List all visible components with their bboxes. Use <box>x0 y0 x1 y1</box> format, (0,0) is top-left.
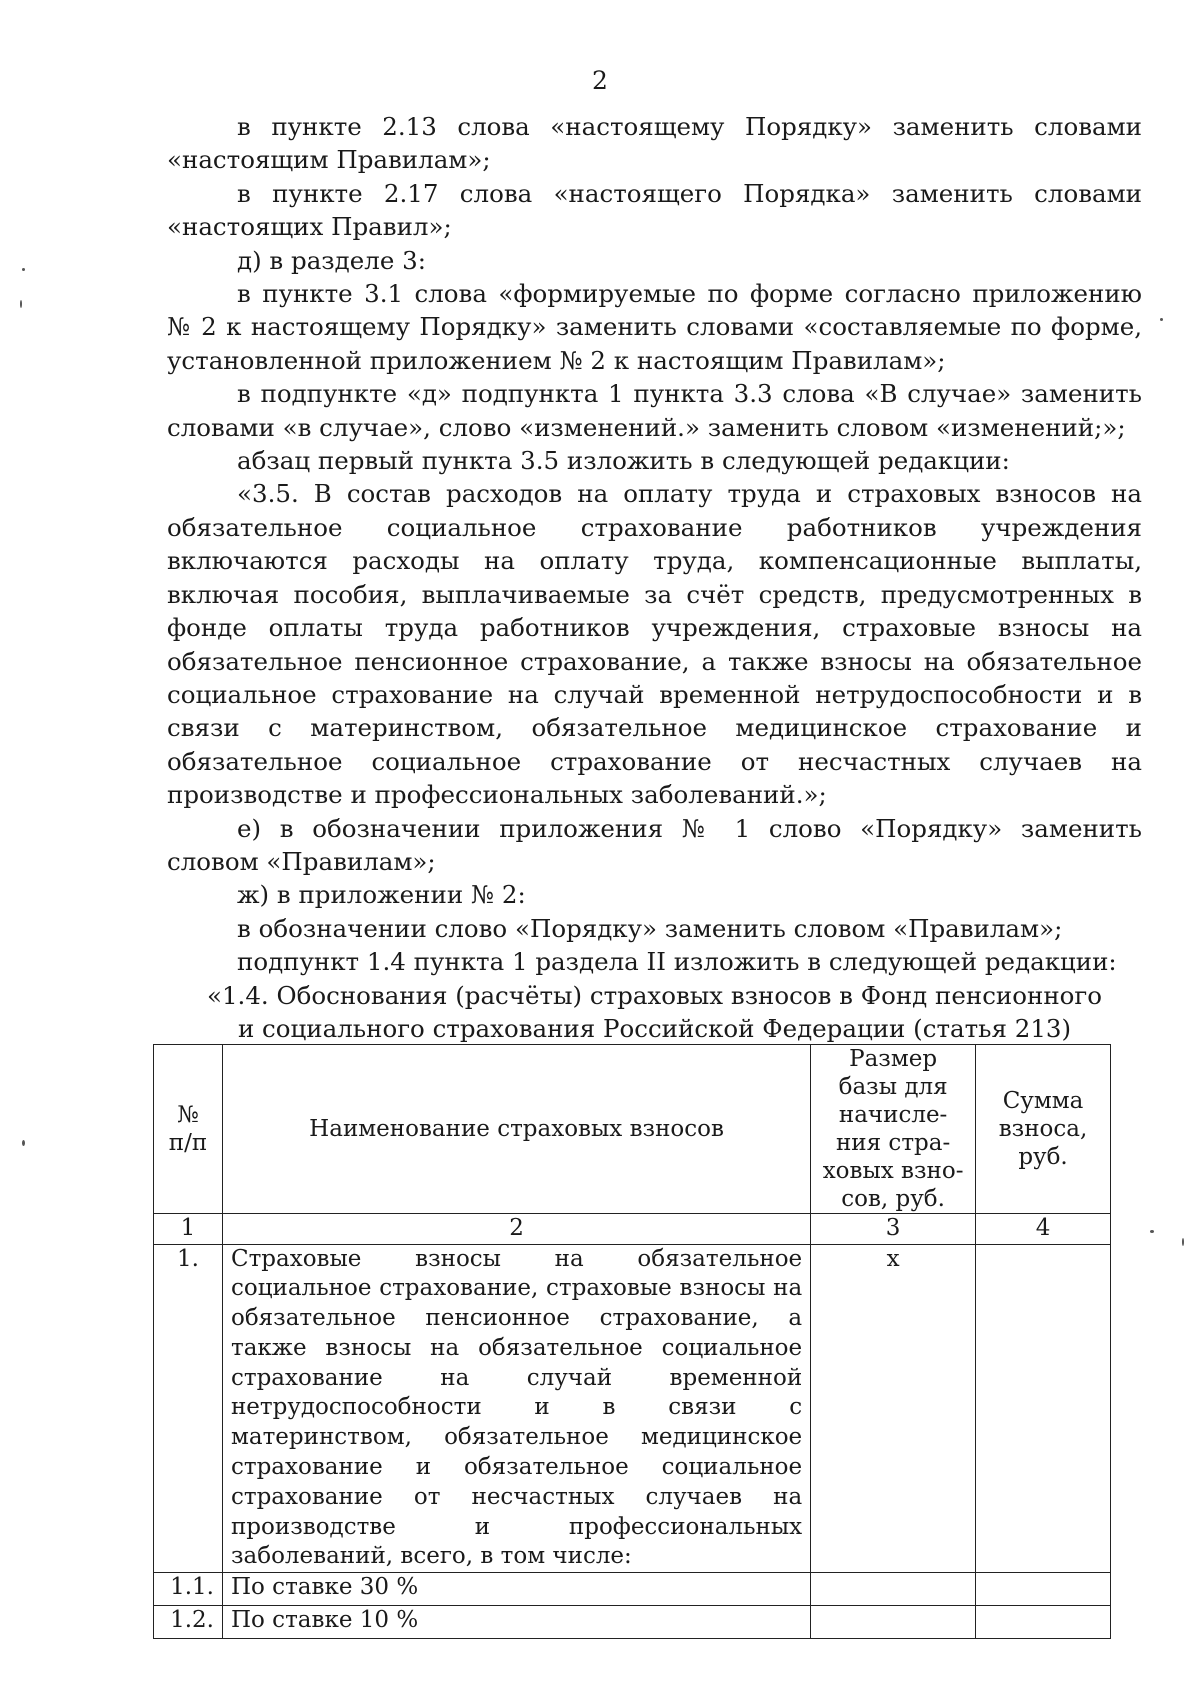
header-number: № п/п <box>154 1045 223 1214</box>
row-number: 1.2. <box>154 1606 223 1639</box>
table-row <box>154 1606 1111 1639</box>
paragraph-appendix-2: ж) в приложении № 2: <box>237 880 526 910</box>
table-row <box>154 1244 1111 1573</box>
header-name: Наименование страховых взносов <box>222 1045 810 1214</box>
header-base: Размер базы для начисле-ния стра-ховых взно-сов, руб. <box>811 1045 976 1214</box>
insurance-contributions-table <box>153 1044 1111 1639</box>
paragraph-appendix-1: е) в обозначении приложения № 1 слово «Порядку» заменить словом «Правилам»; <box>167 813 1142 876</box>
paragraph-2-13: в пункте 2.13 слова «настоящему Порядку» заменить словами «настоящим Правилам»; <box>167 112 1142 175</box>
paragraph-3-5-text: «3.5. В состав расходов на оплату труда и страховых взносов на обязательное социальное страхование работников учреждения включаются расходы на оплату труда, компенсационные выплаты, включая пособия, выплачиваемые за счёт средств, предусмотренных в фонде оплаты труда работников учреждения, страховые взносы на обязательное пенсионное страхование, а также взносы на обязательное социальное страхование на случай временной нетрудоспособности и в связи с материнством, обязательное медицинское страхование и обязательное социальное страхование от несчастных случаев на производстве и профессиональных заболеваний.»; <box>167 479 1142 810</box>
section-title-line2: и социального страхования Российской Федерации (статья 213) <box>237 1013 1072 1043</box>
column-number: 1 <box>154 1214 223 1245</box>
scan-speck <box>1160 318 1163 321</box>
row-name: По ставке 10 % <box>222 1606 810 1639</box>
row-sum <box>976 1606 1111 1639</box>
paragraph-section-3: д) в разделе 3: <box>237 245 426 275</box>
row-sum <box>976 1573 1111 1606</box>
scan-speck <box>22 1140 25 1146</box>
scan-speck <box>20 300 22 308</box>
column-number: 3 <box>811 1214 976 1245</box>
table-row <box>154 1573 1111 1606</box>
column-number: 4 <box>976 1214 1111 1245</box>
paragraph-designation: в обозначении слово «Порядку» заменить словом «Правилам»; <box>237 913 1063 943</box>
paragraph-3-5-intro: абзац первый пункта 3.5 изложить в следующей редакции: <box>237 446 1010 476</box>
paragraph-3-3: в подпункте «д» подпункта 1 пункта 3.3 слова «В случае» заменить словами «в случае», слово «изменений.» заменить словом «изменений;»; <box>167 379 1142 442</box>
row-base: x <box>811 1244 976 1573</box>
row-number: 1.1. <box>154 1573 223 1606</box>
table-header-row <box>154 1045 1111 1214</box>
page-number: 2 <box>592 66 608 95</box>
scan-speck <box>1182 1238 1184 1246</box>
row-base <box>811 1573 976 1606</box>
document-body <box>167 110 1142 1045</box>
row-name: Страховые взносы на обязательное социальное страхование, страховые взносы на обязательное пенсионное страхование, а также взносы на обязательное социальное страхование на случай временной нетрудоспособности и в связи с материнством, обязательное медицинское страхование и обязательное социальное страхование от несчастных случаев на производстве и профессиональных заболеваний, всего, в том числе: <box>222 1244 810 1573</box>
paragraph-3-1: в пункте 3.1 слова «формируемые по форме согласно приложению № 2 к настоящему Порядку» заменить словами «составляемые по форме, установленной приложением № 2 к настоящим Правилам»; <box>167 279 1142 375</box>
row-number: 1. <box>154 1244 223 1573</box>
row-sum <box>976 1244 1111 1573</box>
paragraph-2-17: в пункте 2.17 слова «настоящего Порядка» заменить словами «настоящих Правил»; <box>167 178 1142 242</box>
column-number: 2 <box>222 1214 810 1245</box>
row-name: По ставке 30 % <box>222 1573 810 1606</box>
scan-speck <box>22 268 25 271</box>
row-base <box>811 1606 976 1639</box>
section-title-line1: «1.4. Обоснования (расчёты) страховых взносов в Фонд пенсионного <box>206 980 1103 1010</box>
column-number-row <box>154 1214 1111 1245</box>
header-sum: Сумма взноса, руб. <box>976 1045 1111 1214</box>
scan-speck <box>1150 1230 1154 1233</box>
paragraph-subitem-1-4: подпункт 1.4 пункта 1 раздела II изложить в следующей редакции: <box>237 947 1117 977</box>
